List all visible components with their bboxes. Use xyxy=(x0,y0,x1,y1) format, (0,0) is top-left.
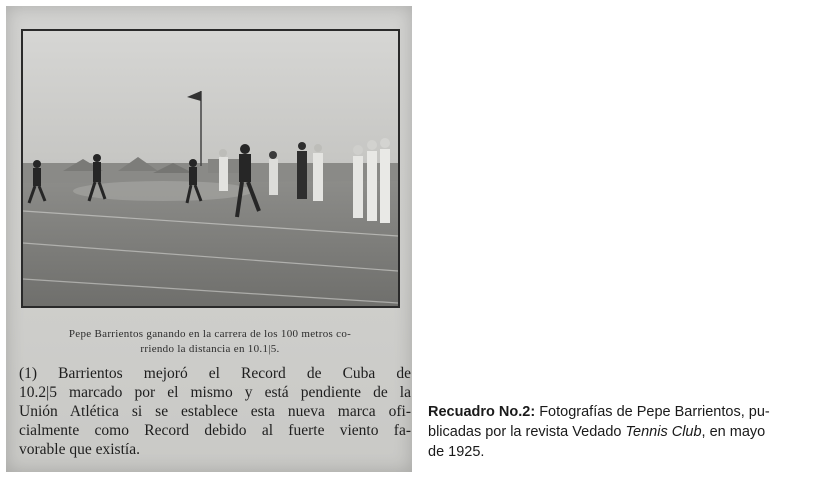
recuadro-line-3: de 1925. xyxy=(428,444,485,460)
footnote-line: 10.2|5 marcado por el mismo y está pendiente de la xyxy=(19,384,411,401)
recuadro-caption xyxy=(428,402,832,462)
recuadro-text: blicadas por la revista Vedado xyxy=(428,424,622,440)
race-photograph xyxy=(21,29,400,308)
record-footnote xyxy=(19,364,411,459)
scanned-page xyxy=(6,6,412,472)
recuadro-line-2 xyxy=(428,422,832,442)
footnote-line: (1) Barrientos mejoró el Record de Cuba de xyxy=(19,365,411,382)
footnote-line: cialmente como Record debido al fuerte viento fa- xyxy=(19,422,411,439)
recuadro-text: Fotografías de Pepe Barrientos, pu- xyxy=(539,404,770,420)
athletics-race-photo-icon xyxy=(23,31,398,306)
photo-caption-line: rriendo la distancia en 10.1|5. xyxy=(140,343,280,355)
magazine-title: Tennis Club xyxy=(625,424,702,440)
recuadro-label: Recuadro No.2: xyxy=(428,404,536,420)
footnote-line: vorable que existía. xyxy=(19,441,140,458)
footnote-line: Unión Atlética si se establece esta nueva marca ofi- xyxy=(19,403,411,420)
photo-caption xyxy=(26,327,394,357)
photo-caption-line: Pepe Barrientos ganando en la carrera de los 100 metros co- xyxy=(68,328,352,340)
recuadro-text: , en mayo xyxy=(701,424,766,440)
recuadro-line-1 xyxy=(428,402,832,422)
